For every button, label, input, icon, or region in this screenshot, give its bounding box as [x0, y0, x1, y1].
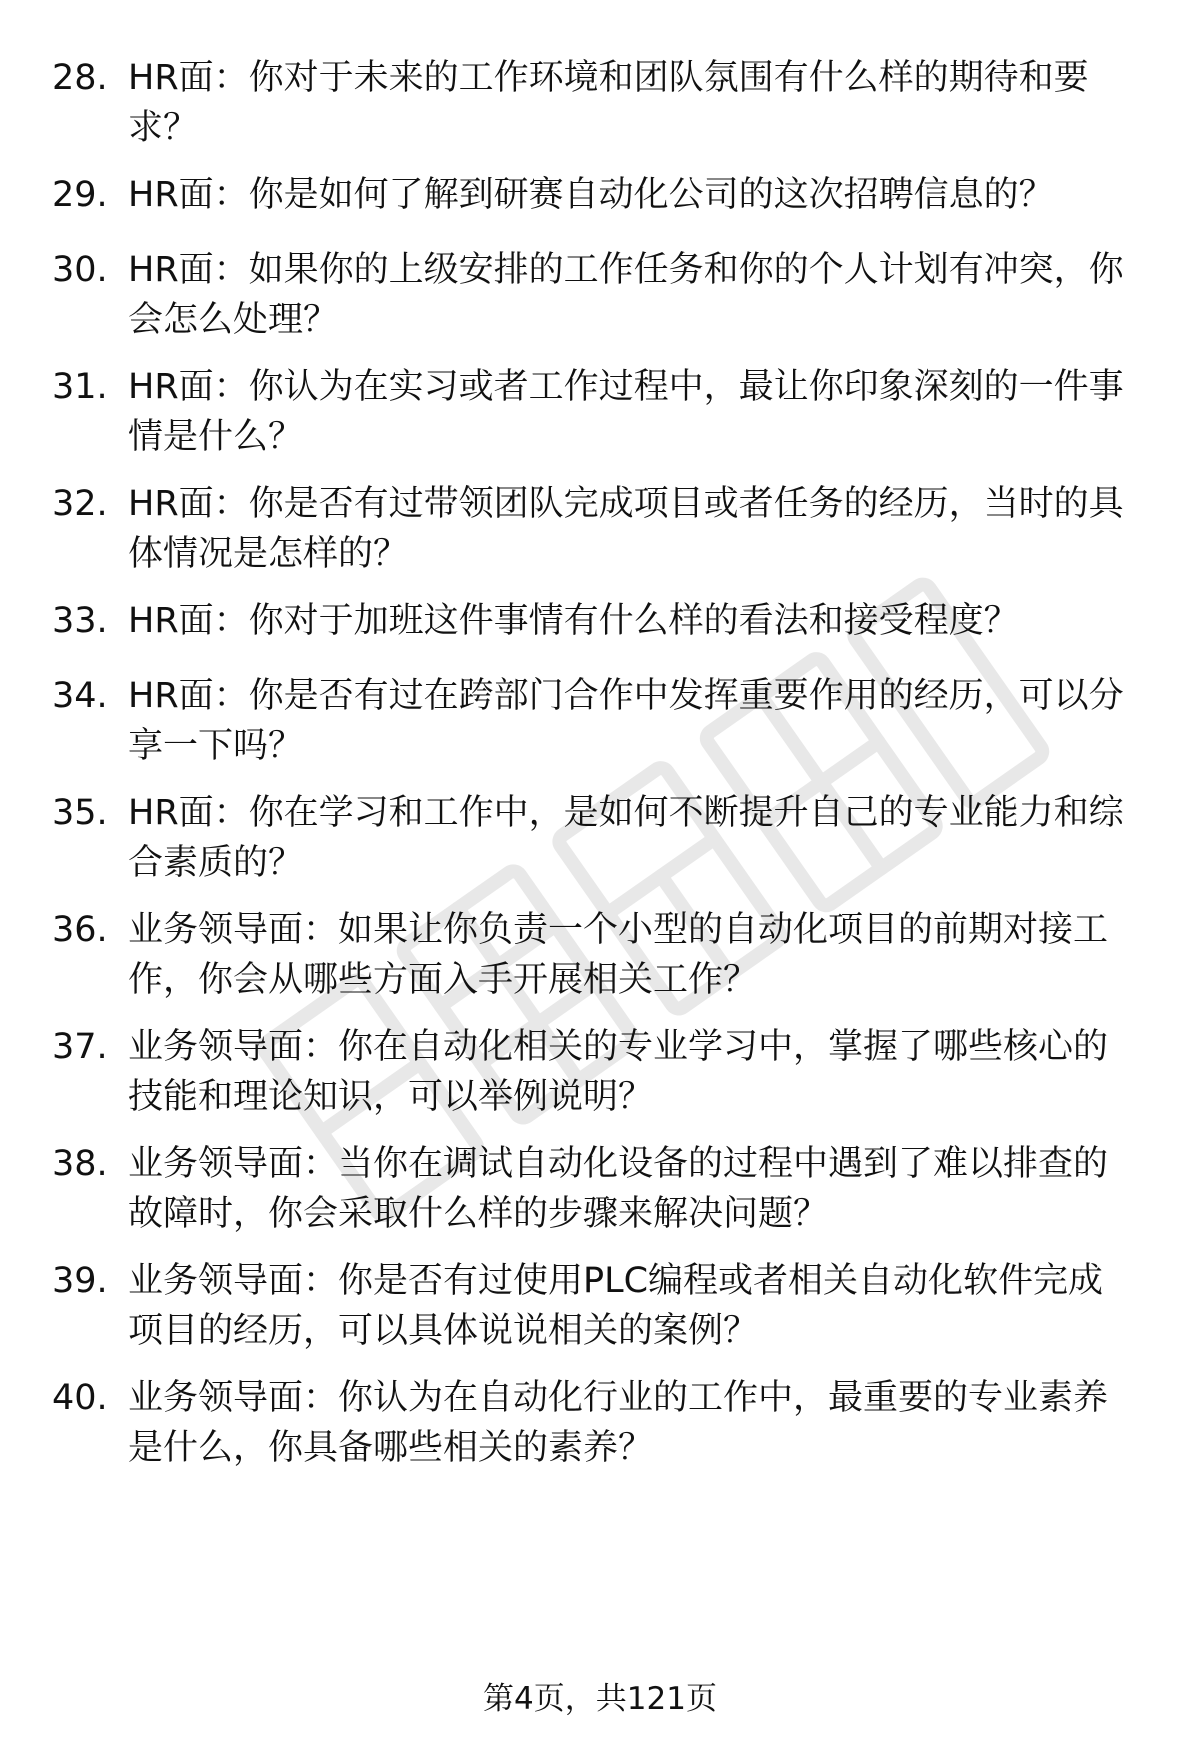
question-number: 28.	[52, 58, 108, 98]
question-line: 技能和理论知识，可以举例说明？	[128, 1077, 654, 1117]
question-line: 项目的经历，可以具体说说相关的案例？	[128, 1311, 759, 1351]
question-number: 37.	[52, 1027, 108, 1067]
question-line: HR面：你对于未来的工作环境和团队氛围有什么样的期待和要	[128, 58, 1089, 98]
question-line: 会怎么处理？	[128, 300, 339, 340]
question-number: 32.	[52, 484, 108, 524]
question-text	[128, 671, 1168, 771]
question-line: 是什么，你具备哪些相关的素养？	[128, 1428, 654, 1468]
question-line: 业务领导面：你在自动化相关的专业学习中，掌握了哪些核心的	[128, 1027, 1109, 1067]
question-text	[128, 1022, 1168, 1122]
question-line: 求？	[128, 108, 199, 148]
question-line: HR面：你是否有过带领团队完成项目或者任务的经历，当时的具	[128, 484, 1124, 524]
question-text	[128, 788, 1168, 888]
question-text	[128, 362, 1168, 462]
question-number: 35.	[52, 793, 108, 833]
question-text	[128, 245, 1168, 345]
question-line: HR面：你在学习和工作中，是如何不断提升自己的专业能力和综	[128, 793, 1124, 833]
question-text	[128, 1256, 1168, 1356]
question-number: 38.	[52, 1144, 108, 1184]
question-line: 业务领导面：当你在调试自动化设备的过程中遇到了难以排查的	[128, 1144, 1109, 1184]
question-text	[128, 1139, 1168, 1239]
question-line: 业务领导面：如果让你负责一个小型的自动化项目的前期对接工	[128, 910, 1109, 950]
question-line: HR面：你是否有过在跨部门合作中发挥重要作用的经历，可以分	[128, 676, 1124, 716]
question-number: 36.	[52, 910, 108, 950]
question-text	[128, 53, 1168, 153]
question-text	[128, 170, 1168, 220]
page-number-footer: 第4页，共121页	[483, 1681, 717, 1717]
question-line: 业务领导面：你是否有过使用PLC编程或者相关自动化软件完成	[128, 1261, 1104, 1301]
question-line: HR面：如果你的上级安排的工作任务和你的个人计划有冲突，你	[128, 250, 1124, 290]
question-line: HR面：你对于加班这件事情有什么样的看法和接受程度？	[128, 601, 1019, 641]
question-number: 29.	[52, 175, 108, 215]
question-number: 39.	[52, 1261, 108, 1301]
question-line: 故障时，你会采取什么样的步骤来解决问题？	[128, 1194, 829, 1234]
question-text	[128, 479, 1168, 579]
question-number: 30.	[52, 250, 108, 290]
question-line: 作，你会从哪些方面入手开展相关工作？	[128, 960, 759, 1000]
question-line: HR面：你认为在实习或者工作过程中，最让你印象深刻的一件事	[128, 367, 1124, 407]
question-line: HR面：你是如何了解到研赛自动化公司的这次招聘信息的？	[128, 175, 1054, 215]
question-number: 34.	[52, 676, 108, 716]
question-text	[128, 1373, 1168, 1473]
question-number: 33.	[52, 601, 108, 641]
question-line: 享一下吗？	[128, 726, 304, 766]
question-number: 31.	[52, 367, 108, 407]
question-line: 体情况是怎样的？	[128, 534, 409, 574]
question-text	[128, 596, 1168, 646]
question-text	[128, 905, 1168, 1005]
question-line: 情是什么？	[128, 417, 304, 457]
question-line: 业务领导面：你认为在自动化行业的工作中，最重要的专业素养	[128, 1378, 1109, 1418]
question-line: 合素质的？	[128, 843, 304, 883]
question-number: 40.	[52, 1378, 108, 1418]
